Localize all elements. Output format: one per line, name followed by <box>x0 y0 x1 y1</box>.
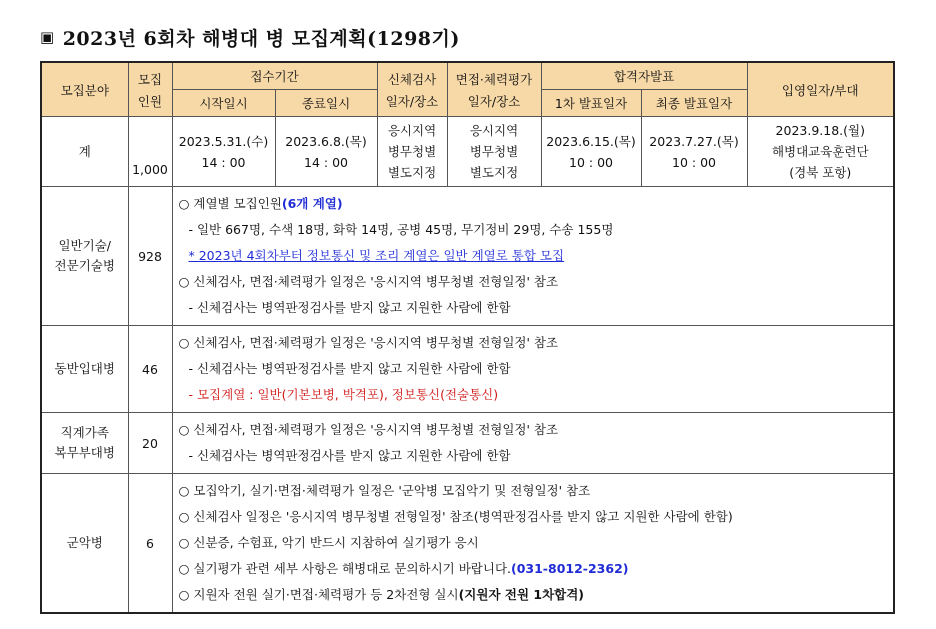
header-physical <box>377 62 447 117</box>
band-line-4-text: ○ 실기평가 관련 세부 사항은 해병대로 문의하시기 바랍니다. <box>178 561 511 576</box>
total-physical <box>377 117 447 187</box>
header-count-line2: 인원 <box>137 93 163 109</box>
band-field: 군악병 <box>41 474 128 614</box>
general-field-l1: 일반기술/ <box>58 238 111 253</box>
total-count: 1,000 <box>128 117 172 187</box>
header-first-announce: 1차 발표일자 <box>541 90 641 117</box>
general-merge-note-link[interactable]: * 2023년 4회차부터 정보통신 및 조리 계열은 일반 계열로 통합 모집 <box>188 248 565 263</box>
total-final-date: 2023.7.27.(목) <box>649 133 739 149</box>
header-interview-line1: 면접·체력평가 <box>455 71 533 87</box>
total-start <box>172 117 275 187</box>
total-physical-l1: 응시지역 <box>387 123 437 138</box>
family-count: 20 <box>128 413 172 474</box>
total-enlist-unit: 해병대교육훈련단 <box>771 144 869 159</box>
total-row <box>41 117 894 187</box>
total-enlist <box>747 117 894 187</box>
general-line-1-highlight: (6개 계열) <box>281 196 343 211</box>
header-end-date: 종료일시 <box>275 90 377 117</box>
family-field-l2: 복무부대병 <box>54 445 115 460</box>
accompany-line-2: - 신체검사는 병역판정검사를 받지 않고 지원한 사람에 한함 <box>188 361 511 376</box>
general-line-4: ○ 신체검사, 면접·체력평가 일정은 '응시지역 병무청별 전형일정' 참조 <box>178 274 559 289</box>
total-end-date: 2023.6.8.(목) <box>285 133 367 149</box>
header-announcement: 합격자발표 <box>541 62 747 90</box>
total-field: 계 <box>41 117 128 187</box>
band-details <box>172 474 894 614</box>
family-details <box>172 413 894 474</box>
band-line-5-text: ○ 지원자 전원 실기·면접·체력평가 등 2차전형 실시 <box>178 587 459 602</box>
total-first-date: 2023.6.15.(목) <box>546 133 636 149</box>
general-details <box>172 187 894 326</box>
total-final <box>641 117 747 187</box>
general-field-l2: 전문기술병 <box>54 258 115 273</box>
band-line-5 <box>179 582 888 608</box>
total-interview-l3: 별도지정 <box>469 165 519 180</box>
total-enlist-date: 2023.9.18.(월) <box>775 123 865 138</box>
header-row-1 <box>41 62 894 90</box>
family-field-l1: 직계가족 <box>60 425 109 440</box>
total-start-date: 2023.5.31.(수) <box>178 133 269 149</box>
accompany-line-1: ○ 신체검사, 면접·체력평가 일정은 '응시지역 병무청별 전형일정' 참조 <box>178 335 559 350</box>
accompany-line-3: - 모집계열 : 일반(기본보병, 박격포), 정보통신(전술통신) <box>188 387 499 402</box>
total-physical-l3: 별도지정 <box>387 165 437 180</box>
family-line-2: - 신체검사는 병역판정검사를 받지 않고 지원한 사람에 한함 <box>188 448 511 463</box>
header-enlistment: 입영일자/부대 <box>747 62 894 117</box>
total-end <box>275 117 377 187</box>
general-line-5: - 신체검사는 병역판정검사를 받지 않고 지원한 사람에 한함 <box>188 300 511 315</box>
band-line-5-emphasis: (지원자 전원 1차합격) <box>458 587 585 602</box>
general-field <box>41 187 128 326</box>
page-title <box>40 22 460 52</box>
header-physical-line2: 일자/장소 <box>385 93 439 109</box>
band-count: 6 <box>128 474 172 614</box>
header-interview <box>447 62 541 117</box>
family-line-1: ○ 신체검사, 면접·체력평가 일정은 '응시지역 병무청별 전형일정' 참조 <box>178 422 559 437</box>
total-first <box>541 117 641 187</box>
band-contact-phone: (031-8012-2362) <box>511 561 629 576</box>
row-general <box>41 187 894 326</box>
header-count <box>128 62 172 117</box>
general-line-1 <box>179 191 888 217</box>
header-interview-line2: 일자/장소 <box>467 93 521 109</box>
general-line-1-text: ○ 계열별 모집인원 <box>178 196 282 211</box>
header-application-period: 접수기간 <box>172 62 377 90</box>
total-end-time: 14 : 00 <box>304 154 348 170</box>
header-final-announce: 최종 발표일자 <box>641 90 747 117</box>
header-physical-line1: 신체검사 <box>387 71 437 87</box>
general-line-3 <box>179 243 888 269</box>
row-band <box>41 474 894 614</box>
total-enlist-place: (경북 포항) <box>789 165 852 180</box>
row-family <box>41 413 894 474</box>
band-line-1: ○ 모집악기, 실기·면접·체력평가 일정은 '군악병 모집악기 및 전형일정' 참조 <box>178 483 591 498</box>
family-field <box>41 413 128 474</box>
total-final-time: 10 : 00 <box>672 154 716 170</box>
total-interview <box>447 117 541 187</box>
accompany-details <box>172 326 894 413</box>
general-line-2: - 일반 667명, 수색 18명, 화학 14명, 공병 45명, 무기정비 29명, 수송 155명 <box>188 222 614 237</box>
row-accompany <box>41 326 894 413</box>
header-count-line1: 모집 <box>137 71 163 87</box>
page-title-text: 2023년 6회차 해병대 병 모집계획(1298기) <box>62 27 460 50</box>
accompany-count: 46 <box>128 326 172 413</box>
total-physical-l2: 병무청별 <box>387 144 437 159</box>
band-line-2: ○ 신체검사 일정은 '응시지역 병무청별 전형일정' 참조(병역판정검사를 받지 않고 지원한 사람에 한함) <box>178 509 733 524</box>
accompany-field: 동반입대병 <box>41 326 128 413</box>
band-line-4 <box>179 556 888 582</box>
general-count: 928 <box>128 187 172 326</box>
total-first-time: 10 : 00 <box>569 154 613 170</box>
header-field: 모집분야 <box>41 62 128 117</box>
square-marker-icon: ▣ <box>40 28 55 46</box>
total-interview-l2: 병무청별 <box>469 144 519 159</box>
total-interview-l1: 응시지역 <box>469 123 519 138</box>
recruitment-table <box>40 61 895 614</box>
header-start-date: 시작일시 <box>172 90 275 117</box>
total-start-time: 14 : 00 <box>201 154 246 170</box>
band-line-3: ○ 신분증, 수험표, 악기 반드시 지참하여 실기평가 응시 <box>178 535 479 550</box>
